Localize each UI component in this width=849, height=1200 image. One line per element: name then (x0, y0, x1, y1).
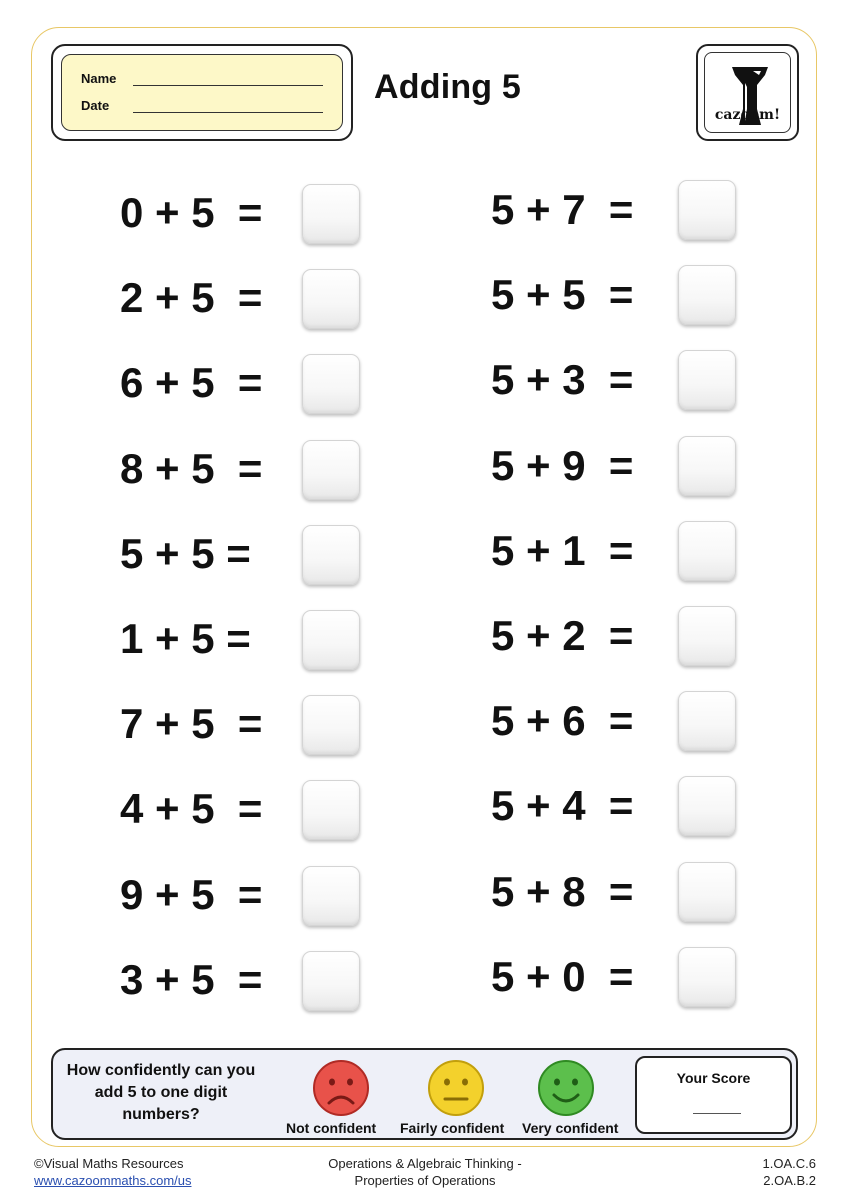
left-answer-box-6[interactable] (302, 610, 360, 670)
cazoom-logo (696, 44, 799, 141)
right-answer-box-1[interactable] (678, 180, 736, 240)
left-equation-9: 9 + 5 = (120, 870, 263, 918)
score-line[interactable] (693, 1113, 741, 1114)
right-answer-box-5[interactable] (678, 521, 736, 581)
right-answer-box-8[interactable] (678, 776, 736, 836)
right-equation-1: 5 + 7 = (491, 186, 634, 233)
left-answer-box-5[interactable] (302, 525, 360, 585)
right-equation-4: 5 + 9 = (491, 441, 634, 489)
left-answer-box-3[interactable] (302, 354, 360, 414)
left-equation-2: 2 + 5 = (120, 274, 263, 322)
right-answer-box-3[interactable] (678, 350, 736, 410)
right-equation-9: 5 + 8 = (491, 867, 634, 915)
score-box[interactable] (635, 1056, 792, 1134)
fairly-confident-label: Fairly confident (400, 1120, 505, 1136)
confidence-panel (51, 1048, 798, 1140)
name-line[interactable] (133, 72, 323, 86)
score-label: Your Score (676, 1070, 751, 1086)
right-answer-box-2[interactable] (678, 265, 736, 325)
left-answer-box-4[interactable] (302, 440, 360, 500)
footer-left (34, 1155, 192, 1189)
sad-face-icon[interactable] (311, 1058, 371, 1118)
topic-line-1: Operations & Algebraic Thinking - (328, 1156, 522, 1171)
date-field[interactable] (81, 98, 323, 113)
left-equation-4: 8 + 5 = (120, 444, 263, 492)
topic-line-2: Properties of Operations (354, 1173, 496, 1188)
left-answer-box-10[interactable] (302, 951, 360, 1011)
name-label: Name (81, 71, 117, 86)
left-answer-box-2[interactable] (302, 269, 360, 329)
right-equation-10: 5 + 0 = (491, 952, 634, 1000)
right-equation-6: 5 + 2 = (491, 612, 634, 659)
left-answer-box-9[interactable] (302, 866, 360, 926)
left-equation-10: 3 + 5 = (120, 955, 263, 1003)
footer-topic (300, 1155, 550, 1189)
standard-code-2: 2.OA.B.2 (763, 1173, 816, 1188)
right-answer-box-10[interactable] (678, 947, 736, 1007)
confidence-question: How confidently can you add 5 to one digit numbers? (66, 1062, 256, 1123)
page-title: Adding 5 (374, 68, 522, 106)
right-equation-8: 5 + 4 = (491, 782, 634, 830)
left-equation-5: 5 + 5 = (120, 529, 251, 577)
left-answer-box-1[interactable] (302, 184, 360, 244)
name-date-box (51, 44, 353, 141)
right-equation-3: 5 + 3 = (491, 356, 634, 404)
left-equation-8: 4 + 5 = (120, 785, 263, 833)
date-label: Date (81, 98, 110, 113)
website-link[interactable]: www.cazoommaths.com/us (34, 1173, 192, 1188)
right-equation-7: 5 + 6 = (491, 697, 634, 745)
right-equation-5: 5 + 1 = (491, 526, 634, 574)
not-confident-label: Not confident (286, 1120, 377, 1136)
left-equation-3: 6 + 5 = (120, 359, 263, 407)
footer-codes (730, 1155, 816, 1189)
happy-face-icon[interactable] (536, 1058, 596, 1118)
left-answer-box-8[interactable] (302, 780, 360, 840)
right-answer-box-6[interactable] (678, 606, 736, 666)
left-equation-1: 0 + 5 = (120, 189, 263, 236)
right-answer-box-4[interactable] (678, 436, 736, 496)
right-equation-2: 5 + 5 = (491, 271, 634, 319)
right-answer-box-7[interactable] (678, 691, 736, 751)
name-field[interactable] (81, 71, 323, 86)
very-confident-label: Very confident (522, 1120, 619, 1136)
right-answer-box-9[interactable] (678, 862, 736, 922)
left-equation-6: 1 + 5 = (120, 615, 251, 662)
copyright-text: ©Visual Maths Resources (34, 1156, 184, 1171)
date-line[interactable] (133, 99, 323, 113)
left-equation-7: 7 + 5 = (120, 700, 263, 748)
left-answer-box-7[interactable] (302, 695, 360, 755)
logo-text: cazoom! (714, 107, 781, 123)
neutral-face-icon[interactable] (426, 1058, 486, 1118)
standard-code-1: 1.OA.C.6 (762, 1156, 816, 1171)
